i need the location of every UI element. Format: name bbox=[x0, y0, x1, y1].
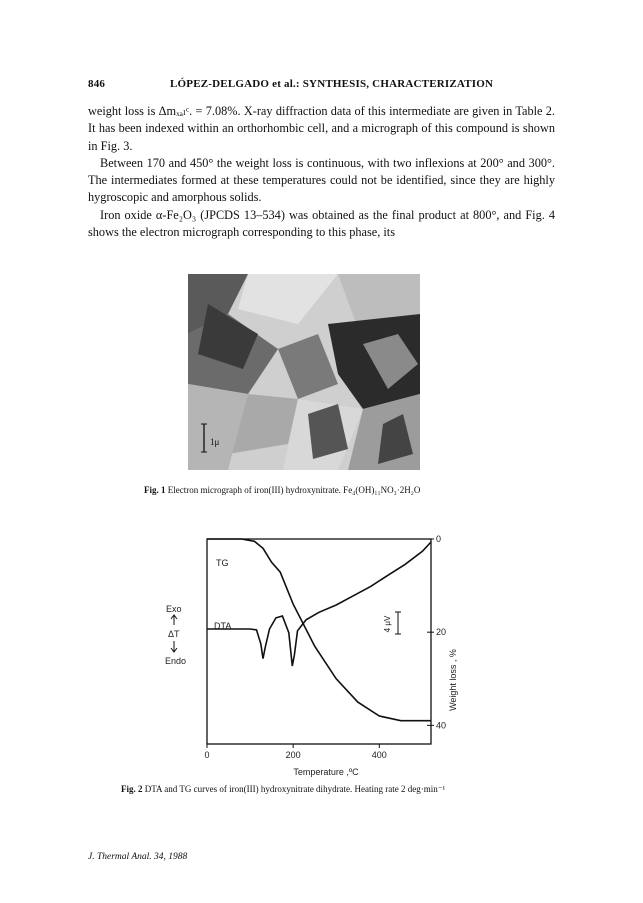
delta-t-label: ΔT bbox=[168, 629, 180, 639]
x-tick-label: 0 bbox=[204, 750, 210, 760]
paragraph-1: weight loss is Δmₓₐₗᶜ. = 7.08%. X-ray diffraction data of this intermediate are given in Table 2. It has been indexed within an orthorhombic cell, and a micrograph of this compound is shown in Fig. 3. bbox=[88, 104, 555, 153]
micrograph-scale-label: 1μ bbox=[210, 437, 220, 447]
y-tick-label: 0 bbox=[436, 534, 442, 544]
figure-1-caption-text: Electron micrograph of iron(III) hydroxynitrate. Fe₄(OH)₁₁NO₃·2H₂O bbox=[167, 485, 421, 495]
figure-2-caption-label: Fig. 2 bbox=[121, 784, 143, 794]
paragraph-3: Iron oxide α-Fe₂O₃ (JPCDS 13–534) was obtained as the final product at 800°, and Fig. 4 shows the electron micrograph corresponding to this phase, its bbox=[88, 207, 555, 240]
exo-label: Exo bbox=[166, 604, 182, 614]
x-tick-label: 200 bbox=[285, 750, 301, 760]
figure-2-caption bbox=[121, 784, 445, 795]
dta-tg-plot bbox=[150, 530, 470, 780]
dta-curve bbox=[207, 542, 431, 666]
dta-label: DTA bbox=[214, 621, 232, 631]
endo-label: Endo bbox=[165, 656, 187, 666]
y-axis-label: Weight loss , % bbox=[448, 649, 458, 711]
tg-curve bbox=[207, 539, 431, 721]
page-number: 846 bbox=[88, 78, 106, 90]
figure-2-caption-text: DTA and TG curves of iron(III) hydroxynitrate dihydrate. Heating rate 2 deg·min⁻¹ bbox=[144, 784, 446, 794]
exo-arrow-icon bbox=[171, 615, 177, 625]
running-title: LÓPEZ-DELGADO et al.: SYNTHESIS, CHARACTERIZATION bbox=[170, 78, 494, 90]
body-text bbox=[88, 103, 555, 241]
x-tick-label: 400 bbox=[371, 750, 387, 760]
running-header bbox=[88, 78, 555, 92]
tg-label: TG bbox=[216, 558, 229, 568]
endo-arrow-icon bbox=[171, 641, 177, 652]
x-axis-ticks bbox=[204, 744, 386, 760]
journal-footer: J. Thermal Anal. 34, 1988 bbox=[88, 852, 188, 862]
dta-scale-bar bbox=[383, 612, 401, 634]
x-axis-label: Temperature ,ºC bbox=[293, 767, 359, 777]
paragraph-2: Between 170 and 450° the weight loss is continuous, with two inflexions at 200° and 300°. The intermediates formed at these temperatures could not be identified, since they are highly hygroscopic and amorphous solids. bbox=[88, 155, 555, 205]
y-axis-ticks bbox=[427, 534, 446, 730]
figure-1-caption bbox=[144, 485, 420, 495]
dta-scale-bar-label: 4 μV bbox=[383, 615, 392, 633]
electron-micrograph bbox=[188, 274, 420, 470]
figure-1-caption-label: Fig. 1 bbox=[144, 485, 166, 495]
y-tick-label: 40 bbox=[436, 720, 447, 731]
y-tick-label: 20 bbox=[436, 627, 447, 638]
